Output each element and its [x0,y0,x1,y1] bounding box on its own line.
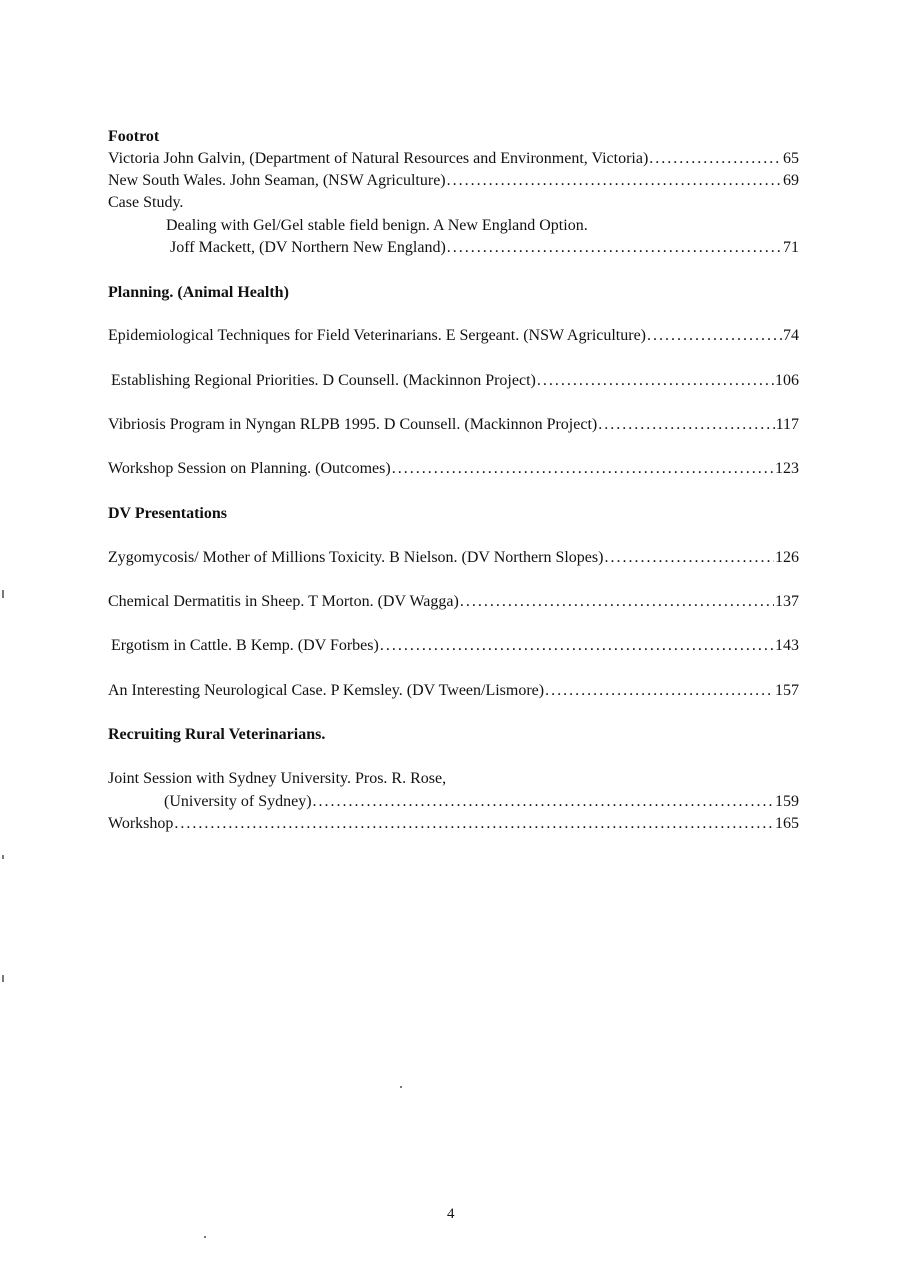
toc-entry [108,815,799,833]
toc-entry-text: Workshop [108,815,174,832]
toc-entry [170,239,799,257]
toc-entry-page: 69 [783,172,799,189]
section-heading-recruiting: Recruiting Rural Veterinarians. [108,726,326,743]
section-heading-footrot: Footrot [108,128,160,145]
toc-entry-text: New South Wales. John Seaman, (NSW Agriculture) [108,172,446,189]
toc-entry-page: 65 [783,150,799,167]
toc-entry-page: 165 [775,815,799,832]
toc-entry-page: 123 [775,460,799,477]
toc-entry-page: 143 [775,637,799,654]
toc-entry [108,593,799,611]
toc-entry [108,150,799,168]
dot-leader [604,549,774,567]
toc-entry-text: Ergotism in Cattle. B Kemp. (DV Forbes) [111,637,379,654]
toc-entry-page: 117 [775,416,799,433]
toc-entry-page: 74 [783,327,799,344]
dot-leader [380,637,774,655]
case-study-label: Case Study. [108,194,184,211]
dot-leader [649,150,782,168]
dot-leader [174,815,774,833]
toc-entry [108,460,799,478]
scan-speck [2,590,4,598]
scan-speck [2,975,4,982]
dot-leader [647,327,782,345]
toc-entry [108,172,799,190]
toc-entry [164,793,799,811]
scan-speck [204,1236,206,1238]
case-study-title: Dealing with Gel/Gel stable field benign. A New England Option. [166,217,588,234]
toc-entry [108,682,799,700]
toc-entry [108,327,799,345]
toc-entry-text: Workshop Session on Planning. (Outcomes) [108,460,391,477]
toc-entry-page: 159 [775,793,799,810]
toc-entry-page: 126 [775,549,799,566]
toc-entry-text: Vibriosis Program in Nyngan RLPB 1995. D Counsell. (Mackinnon Project) [108,416,598,433]
dot-leader [537,372,774,390]
toc-entry-page: 157 [775,682,799,699]
toc-entry-text: An Interesting Neurological Case. P Kemsley. (DV Tween/Lismore) [108,682,545,699]
toc-entry-text: Zygomycosis/ Mother of Millions Toxicity. B Nielson. (DV Northern Slopes) [108,549,604,566]
dot-leader [447,239,782,257]
scan-speck [400,1086,402,1088]
section-heading-planning: Planning. (Animal Health) [108,284,289,301]
dot-leader [392,460,774,478]
toc-entry [111,372,799,390]
toc-entry-page: 71 [783,239,799,256]
section-heading-dv-presentations: DV Presentations [108,505,227,522]
toc-entry-text: Chemical Dermatitis in Sheep. T Morton. (DV Wagga) [108,593,459,610]
toc-entry-text: Victoria John Galvin, (Department of Natural Resources and Environment, Victoria) [108,150,649,167]
toc-entry-text: Establishing Regional Priorities. D Counsell. (Mackinnon Project) [111,372,536,389]
toc-entry [108,416,799,434]
toc-entry-text: Joff Mackett, (DV Northern New England) [170,239,446,256]
toc-entry [108,549,799,567]
toc-entry-text: (University of Sydney) [164,793,312,810]
dot-leader [313,793,774,811]
dot-leader [545,682,774,700]
dot-leader [460,593,774,611]
dot-leader [447,172,782,190]
scan-speck [2,855,4,859]
toc-entry-page: 106 [775,372,799,389]
joint-session-line: Joint Session with Sydney University. Pros. R. Rose, [108,770,447,787]
page-number: 4 [447,1206,455,1222]
toc-entry [111,637,799,655]
toc-entry-page: 137 [775,593,799,610]
toc-entry-text: Epidemiological Techniques for Field Veterinarians. E Sergeant. (NSW Agriculture) [108,327,647,344]
dot-leader [598,416,774,434]
